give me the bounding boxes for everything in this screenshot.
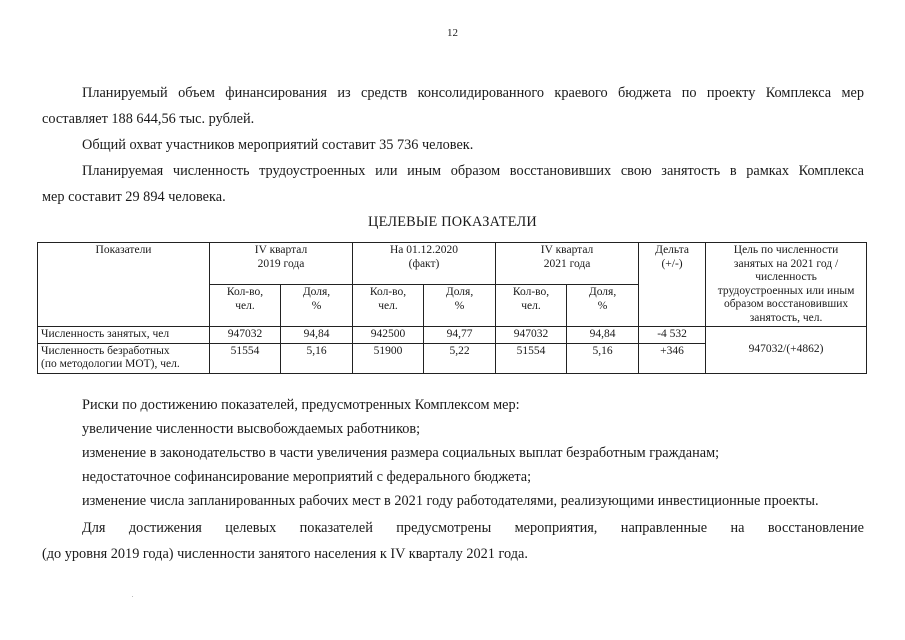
cell-q4-2021-share: 94,84	[567, 327, 639, 344]
header-indicators: Показатели	[38, 243, 210, 327]
cell-q4-2019-count: 947032	[210, 327, 281, 344]
subheader-share: Доля, %	[567, 285, 639, 327]
row-label: Численность безработных (по методологии МОТ), чел.	[38, 343, 210, 373]
header-goal: Цель по численности занятых на 2021 год / численность трудоустроенных или иным образом восстановивших занятость, чел.	[706, 243, 867, 327]
indicators-table	[37, 242, 867, 374]
scan-speck	[132, 596, 133, 597]
cell-dec2020-share: 5,22	[424, 343, 496, 373]
header-q4-2019: IV квартал 2019 года	[210, 243, 353, 285]
cell-delta: -4 532	[639, 327, 706, 344]
table-row	[38, 327, 867, 344]
cell-q4-2019-count: 51554	[210, 343, 281, 373]
cell-q4-2021-count: 947032	[496, 327, 567, 344]
cell-q4-2019-share: 94,84	[281, 327, 353, 344]
cell-delta: +346	[639, 343, 706, 373]
cell-dec2020-share: 94,77	[424, 327, 496, 344]
cell-dec2020-count: 942500	[353, 327, 424, 344]
risk-item: недостаточное софинансирование мероприятий с федерального бюджета;	[82, 469, 532, 485]
table-header-row	[38, 243, 867, 285]
closing-paragraph-line2: (до уровня 2019 года) численности занятого населения к IV кварталу 2021 года.	[42, 546, 528, 562]
cell-dec2020-count: 51900	[353, 343, 424, 373]
row-label: Численность занятых, чел	[38, 327, 210, 344]
cell-q4-2021-share: 5,16	[567, 343, 639, 373]
subheader-share: Доля, %	[281, 285, 353, 327]
header-dec-2020: На 01.12.2020 (факт)	[353, 243, 496, 285]
subheader-share: Доля, %	[424, 285, 496, 327]
risk-item: увеличение численности высвобождаемых работников;	[82, 421, 421, 437]
risk-item: изменение числа запланированных рабочих мест в 2021 году работодателями, реализующими инвестиционные проекты.	[82, 493, 819, 509]
cell-goal-value: 947032/(+4862)	[706, 327, 867, 374]
coverage-paragraph: Общий охват участников мероприятий составит 35 736 человек.	[82, 137, 474, 153]
header-q4-2021: IV квартал 2021 года	[496, 243, 639, 285]
subheader-count: Кол-во, чел.	[496, 285, 567, 327]
section-heading: ЦЕЛЕВЫЕ ПОКАЗАТЕЛИ	[368, 214, 537, 230]
employed-paragraph-line1: Планируемая численность трудоустроенных или иным образом восстановивших свою занятость в рамках Комплекса	[82, 163, 864, 179]
cell-q4-2019-share: 5,16	[281, 343, 353, 373]
page-number: 12	[447, 27, 458, 39]
header-delta: Дельта (+/-)	[639, 243, 706, 327]
risk-item: изменение в законодательство в части увеличения размера социальных выплат безработным гражданам;	[82, 445, 720, 461]
financing-paragraph-line2: составляет 188 644,56 тыс. рублей.	[42, 111, 255, 127]
risks-intro: Риски по достижению показателей, предусмотренных Комплексом мер:	[82, 397, 520, 413]
cell-q4-2021-count: 51554	[496, 343, 567, 373]
financing-paragraph-line1: Планируемый объем финансирования из средств консолидированного краевого бюджета по проекту Комплекса мер	[82, 85, 864, 101]
subheader-count: Кол-во, чел.	[353, 285, 424, 327]
employed-paragraph-line2: мер составит 29 894 человека.	[42, 189, 226, 205]
subheader-count: Кол-во, чел.	[210, 285, 281, 327]
closing-paragraph-line1: Для достижения целевых показателей предусмотрены мероприятия, направленные на восстановление	[82, 520, 864, 536]
